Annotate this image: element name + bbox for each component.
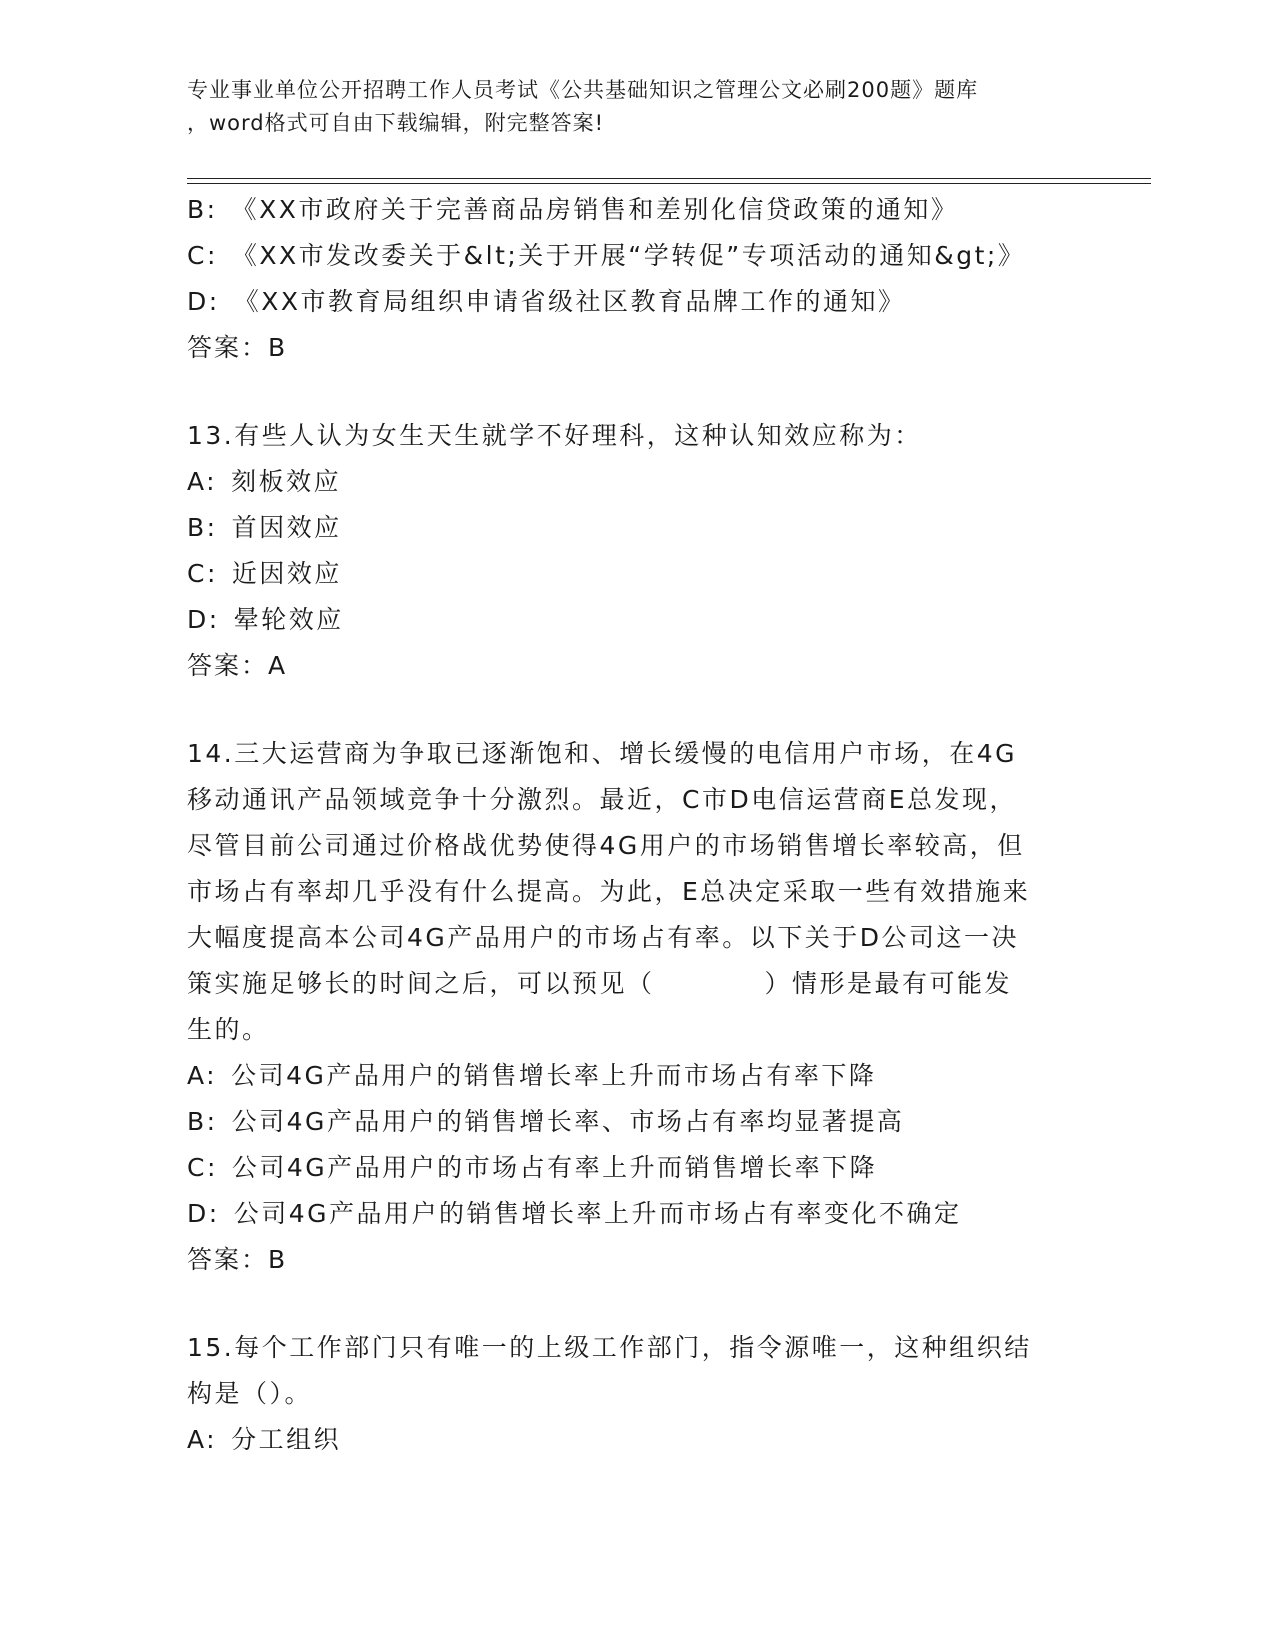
option-c: C: 近因效应 [187,559,342,588]
option-c: C: 《XX市发改委关于&lt;关于开展“学转促”专项活动的通知&gt;》 [187,241,1026,270]
question-stem: 13.有些人认为女生天生就学不好理科，这种认知效应称为： [187,421,922,450]
question-content [187,187,1087,1463]
header-line-2: ，word格式可自由下载编辑，附完整答案! [187,111,605,135]
option-b: B: 公司4G产品用户的销售增长率、市场占有率均显著提高 [187,1107,905,1136]
question-14 [187,731,1087,1283]
option-d: D: 《XX市教育局组织申请省级社区教育品牌工作的通知》 [187,287,906,316]
option-d: D: 公司4G产品用户的销售增长率上升而市场占有率变化不确定 [187,1199,962,1228]
header-rule-bottom [187,183,1151,184]
question-13 [187,413,1087,689]
question-stem-line: 构是（）。 [187,1379,313,1408]
header-rule-top [187,178,1151,179]
answer: 答案：B [187,1245,288,1274]
question-15 [187,1325,1087,1463]
header-line-1: 专业事业单位公开招聘工作人员考试《公共基础知识之管理公文必刷200题》题库 [187,78,979,102]
question-stem-line: 生的。 [187,1015,270,1044]
question-stem-line: 市场占有率却几乎没有什么提高。为此，E总决定采取一些有效措施来 [187,877,1031,906]
option-b: B: 首因效应 [187,513,342,542]
answer: 答案：A [187,651,288,680]
option-c: C: 公司4G产品用户的市场占有率上升而销售增长率下降 [187,1153,878,1182]
option-a: A: 刻板效应 [187,467,342,496]
question-stem-line: 15.每个工作部门只有唯一的上级工作部门，指令源唯一，这种组织结 [187,1333,1032,1362]
question-12 [187,187,1087,371]
question-stem-line: 大幅度提高本公司4G产品用户的市场占有率。以下关于D公司这一决 [187,923,1020,952]
answer: 答案：B [187,333,288,362]
question-stem-line: 尽管目前公司通过价格战优势使得4G用户的市场销售增长率较高，但 [187,831,1025,860]
question-stem-line: 策实施足够长的时间之后，可以预见（ ）情形是最有可能发 [187,969,1013,998]
option-d: D: 晕轮效应 [187,605,344,634]
question-stem-line: 移动通讯产品领域竞争十分激烈。最近，C市D电信运营商E总发现， [187,785,1018,814]
option-b: B: 《XX市政府关于完善商品房销售和差别化信贷政策的通知》 [187,195,959,224]
page-header [187,74,1087,140]
option-a: A: 公司4G产品用户的销售增长率上升而市场占有率下降 [187,1061,877,1090]
option-a: A: 分工组织 [187,1425,342,1454]
question-stem-line: 14.三大运营商为争取已逐渐饱和、增长缓慢的电信用户市场，在4G [187,739,1018,768]
